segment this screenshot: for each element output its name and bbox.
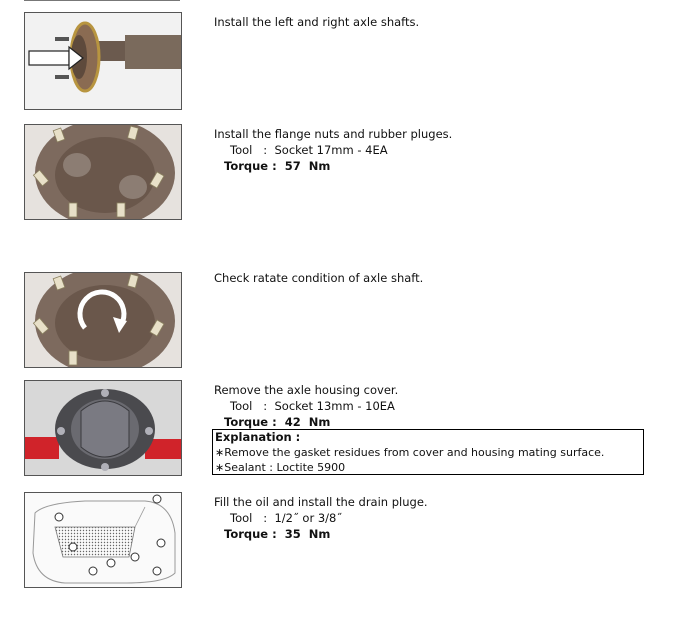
drain-plug-diagram [24,492,182,588]
explanation-box [212,429,644,475]
torque-spec: Torque : 35 Nm [224,527,331,541]
explanation-item: ∗Sealant : Loctite 5900 [215,461,346,474]
top-divider [24,0,180,1]
explanation-heading: Explanation : [215,430,301,444]
step-title: Install the left and right axle shafts. [214,15,420,29]
step-title: Remove the axle housing cover. [214,383,399,397]
torque-spec: Torque : 57 Nm [224,159,331,173]
tool-spec: Tool : 1/2˝ or 3/8˝ [230,511,343,525]
torque-spec: Torque : 42 Nm [224,415,331,429]
step-check-rotation [214,270,654,286]
step-remove-housing-cover [214,382,654,430]
axle-housing-cover-photo [24,380,182,476]
explanation-item: ∗Remove the gasket residues from cover and housing mating surface. [215,446,605,459]
step-install-flange-nuts [214,126,654,174]
step-title: Fill the oil and install the drain pluge. [214,495,428,509]
flange-nuts-photo [24,124,182,220]
rotate-check-photo [24,272,182,368]
step-title: Install the flange nuts and rubber pluges. [214,127,453,141]
axle-shaft-photo [24,12,182,110]
tool-spec: Tool : Socket 13mm - 10EA [230,399,395,413]
step-fill-oil [214,494,654,542]
tool-spec: Tool : Socket 17mm - 4EA [230,143,388,157]
step-title: Check ratate condition of axle shaft. [214,271,424,285]
step-install-axle-shafts [214,14,654,30]
